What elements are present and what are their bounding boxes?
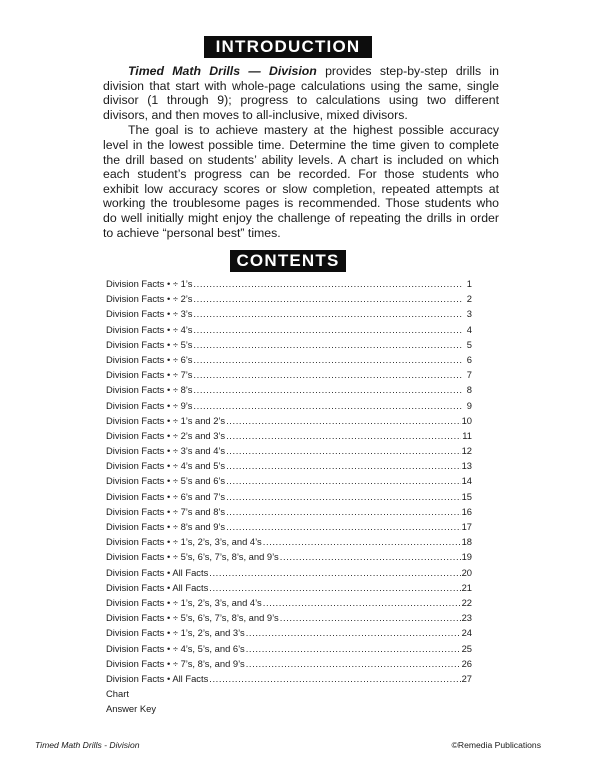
- toc-entry: [106, 443, 472, 458]
- toc-entry: [106, 580, 472, 595]
- toc-leader-dots: [246, 641, 461, 656]
- toc-entry-page-number: 11: [462, 429, 472, 441]
- toc-entry-label: Division Facts • ÷ 7’s: [106, 369, 193, 381]
- toc-leader-dots: [193, 398, 463, 413]
- toc-entry: [106, 701, 472, 716]
- contents-heading: CONTENTS: [230, 250, 346, 272]
- toc-entry-label: Division Facts • ÷ 1’s and 2’s: [106, 414, 226, 426]
- table-of-contents: [106, 276, 472, 716]
- toc-entry: [106, 549, 472, 564]
- toc-leader-dots: [193, 352, 463, 367]
- toc-entry-label: Division Facts • ÷ 4’s: [106, 323, 193, 335]
- toc-entry-label: Division Facts • ÷ 2’s: [106, 293, 193, 305]
- toc-entry-page-number: 17: [461, 521, 472, 532]
- toc-entry-page-number: 3: [466, 308, 472, 320]
- book-title: Timed Math Drills — Division: [128, 64, 317, 78]
- toc-entry: [106, 656, 472, 671]
- toc-entry: [106, 367, 472, 382]
- toc-leader-dots: [226, 413, 460, 428]
- toc-entry-label: Division Facts • ÷ 1’s, 2’s, 3’s, and 4’s: [106, 596, 262, 608]
- toc-entry-page-number: 8: [466, 384, 472, 396]
- toc-entry: [106, 352, 472, 367]
- toc-entry-label: Division Facts • ÷ 1’s: [106, 278, 193, 289]
- toc-leader-dots: [193, 322, 463, 337]
- toc-entry-page-number: 12: [461, 445, 472, 457]
- toc-entry: [106, 565, 472, 580]
- toc-leader-dots: [280, 549, 461, 564]
- toc-entry: [106, 458, 472, 473]
- toc-entry-page-number: 2: [466, 293, 472, 305]
- intro-paragraph-1-text: provides step-by-step drills in division that start with whole-page calculations using the same, single divisor (1 through 9); progress to calculations using two different divisors, and then moves to all-inclusive, mixed divisors.: [103, 64, 499, 122]
- toc-entry: [106, 686, 472, 701]
- toc-entry-page-number: 7: [466, 369, 472, 381]
- toc-entry-label: Division Facts • ÷ 4’s, 5’s, and 6’s: [106, 642, 245, 654]
- toc-entry-label: Division Facts • ÷ 4’s and 5’s: [106, 460, 226, 472]
- toc-leader-dots: [246, 656, 461, 671]
- toc-entry-label: Division Facts • All Facts: [106, 581, 209, 593]
- toc-entry-label: Division Facts • All Facts: [106, 566, 209, 578]
- toc-entry-page-number: 10: [461, 414, 472, 426]
- toc-entry-page-number: 19: [461, 551, 472, 563]
- toc-entry-page-number: 18: [461, 536, 472, 548]
- toc-entry-label: Division Facts • ÷ 6’s: [106, 353, 193, 365]
- toc-entry: [106, 291, 472, 306]
- toc-leader-dots: [226, 458, 460, 473]
- toc-entry: [106, 595, 472, 610]
- toc-entry-page-number: 24: [461, 627, 472, 639]
- toc-entry-label: Division Facts • ÷ 6’s and 7’s: [106, 490, 226, 502]
- toc-leader-dots: [193, 337, 463, 352]
- toc-entry: [106, 519, 472, 534]
- toc-entry-page-number: 20: [461, 566, 472, 578]
- toc-entry: [106, 641, 472, 656]
- toc-leader-dots: [226, 443, 460, 458]
- toc-leader-dots: [280, 610, 461, 625]
- toc-leader-dots: [209, 565, 460, 580]
- toc-leader-dots: [263, 595, 461, 610]
- toc-entry-page-number: 16: [461, 505, 472, 517]
- toc-entry-label: Division Facts • ÷ 1’s, 2’s, and 3’s: [106, 627, 245, 639]
- toc-entry: [106, 489, 472, 504]
- toc-leader-dots: [226, 428, 461, 443]
- introduction-text: [103, 64, 499, 240]
- toc-entry-page-number: 4: [466, 323, 472, 335]
- toc-leader-dots: [226, 504, 460, 519]
- toc-entry-label: Division Facts • ÷ 3’s: [106, 308, 193, 320]
- toc-entry-page-number: 27: [461, 672, 472, 684]
- toc-entry-label: Chart: [106, 688, 129, 700]
- introduction-heading: INTRODUCTION: [204, 36, 372, 58]
- toc-leader-dots: [193, 367, 463, 382]
- toc-entry-label: Division Facts • ÷ 9’s: [106, 399, 193, 411]
- toc-entry-page-number: 22: [461, 596, 472, 608]
- toc-entry-label: Division Facts • ÷ 7’s, 8’s, and 9’s: [106, 657, 245, 669]
- footer-book-title: Timed Math Drills - Division: [35, 740, 140, 750]
- toc-entry-page-number: 25: [461, 642, 472, 654]
- toc-entry-label: Division Facts • All Facts: [106, 672, 209, 684]
- toc-leader-dots: [263, 534, 461, 549]
- toc-entry: [106, 398, 472, 413]
- toc-entry-page-number: 21: [461, 581, 472, 593]
- toc-entry-label: Division Facts • ÷ 5’s, 6’s, 7’s, 8’s, and 9’s: [106, 551, 279, 563]
- toc-entry-label: Division Facts • ÷ 1’s, 2’s, 3’s, and 4’s: [106, 536, 262, 548]
- toc-entry: [106, 610, 472, 625]
- toc-leader-dots: [226, 489, 460, 504]
- toc-entry: [106, 276, 472, 291]
- toc-entry-page-number: 14: [461, 475, 472, 487]
- toc-entry: [106, 534, 472, 549]
- footer-publisher: ©Remedia Publications: [451, 740, 541, 750]
- toc-entry-page-number: 15: [461, 490, 472, 502]
- toc-entry: [106, 473, 472, 488]
- toc-leader-dots: [226, 519, 460, 534]
- toc-entry-page-number: 26: [461, 657, 472, 669]
- toc-entry-page-number: 5: [466, 338, 472, 350]
- toc-entry-label: Division Facts • ÷ 7’s and 8’s: [106, 505, 226, 517]
- toc-entry: [106, 337, 472, 352]
- toc-entry: [106, 413, 472, 428]
- toc-entry: [106, 322, 472, 337]
- intro-paragraph-2: The goal is to achieve mastery at the highest possible accuracy level in the lowest possible time. Determine the time given to complete the drill based on students’ ability levels. A chart is included on which each student’s progress can be recorded. For those students who exhibit low accuracy scores or slow completion, repeated attempts at working the troublesome pages is recommended. Those students who do well initially might enjoy the challenge of repeating the drills in order to achieve “personal best” times.: [103, 123, 499, 240]
- toc-entry-label: Division Facts • ÷ 8’s: [106, 384, 193, 396]
- toc-leader-dots: [193, 291, 463, 306]
- toc-leader-dots: [209, 580, 460, 595]
- toc-entry: [106, 671, 472, 686]
- toc-leader-dots: [193, 276, 463, 291]
- toc-entry-page-number: 13: [461, 460, 472, 472]
- toc-entry: [106, 306, 472, 321]
- toc-leader-dots: [193, 382, 463, 397]
- toc-entry: [106, 625, 472, 640]
- intro-paragraph-1: [103, 64, 499, 122]
- toc-leader-dots: [209, 671, 460, 686]
- toc-entry: [106, 382, 472, 397]
- toc-entry: [106, 504, 472, 519]
- toc-entry-label: Division Facts • ÷ 5’s and 6’s: [106, 475, 226, 487]
- toc-entry-page-number: 9: [466, 399, 472, 411]
- toc-entry-label: Division Facts • ÷ 3’s and 4’s: [106, 445, 226, 457]
- toc-entry-page-number: 1: [466, 278, 472, 289]
- toc-entry-page-number: 23: [461, 612, 472, 624]
- toc-leader-dots: [226, 473, 460, 488]
- toc-entry: [106, 428, 472, 443]
- toc-entry-label: Answer Key: [106, 703, 157, 715]
- toc-entry-label: Division Facts • ÷ 5’s, 6’s, 7’s, 8’s, and 9’s: [106, 612, 279, 624]
- toc-entry-label: Division Facts • ÷ 2’s and 3’s: [106, 429, 226, 441]
- toc-entry-label: Division Facts • ÷ 8’s and 9’s: [106, 521, 226, 532]
- toc-entry-page-number: 6: [466, 353, 472, 365]
- toc-leader-dots: [246, 625, 461, 640]
- toc-entry-label: Division Facts • ÷ 5’s: [106, 338, 193, 350]
- toc-leader-dots: [193, 306, 463, 321]
